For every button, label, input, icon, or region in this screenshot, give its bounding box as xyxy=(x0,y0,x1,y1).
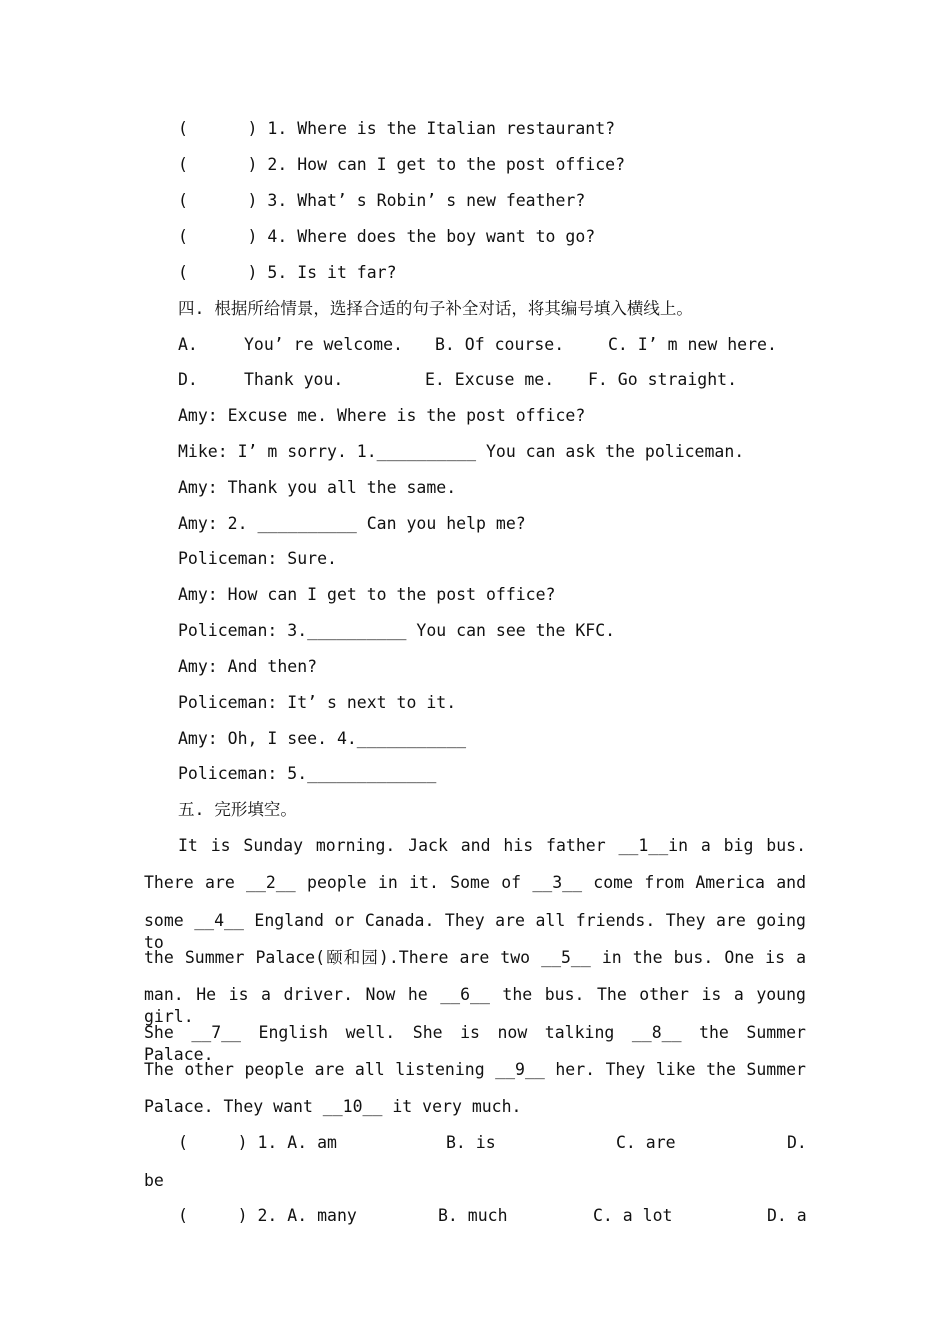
option-text: B. Of course. xyxy=(435,335,565,354)
dialogue-line: Policeman: It’ s next to it. xyxy=(178,693,457,712)
option-d: D. a xyxy=(767,1206,807,1225)
dialogue-line: Policeman: 5._____________ xyxy=(178,764,437,783)
section-heading: 五. 完形填空。 xyxy=(178,800,297,819)
options-row xyxy=(178,334,806,356)
option-d: D. xyxy=(787,1133,807,1152)
dialogue-line: Amy: How can I get to the post office? xyxy=(178,585,556,604)
option-label: D. xyxy=(178,370,198,389)
option-c: C. are xyxy=(616,1133,676,1152)
dialogue-line: Policeman: Sure. xyxy=(178,549,337,568)
passage-line: The other people are all listening __9__ her. They like the Summer xyxy=(144,1060,806,1079)
dialogue-line: Amy: Oh, I see. 4.___________ xyxy=(178,729,467,748)
passage-line: She __7__ English well. She is now talking __8__ the Summer Palace. xyxy=(144,1023,806,1064)
option-text: C. I’ m new here. xyxy=(608,335,777,354)
question-item: ( ) 1. Where is the Italian restaurant? xyxy=(178,119,616,138)
option-text: You’ re welcome. xyxy=(244,335,403,354)
options-row xyxy=(178,369,806,391)
option-b: B. much xyxy=(438,1206,508,1225)
question-item: ( ) 4. Where does the boy want to go? xyxy=(178,227,596,246)
passage-line: There are __2__ people in it. Some of __3__ come from America and xyxy=(144,873,806,892)
question-number-option-a: ( ) 2. A. many xyxy=(178,1206,357,1225)
passage-line: the Summer Palace(颐和园).There are two __5__ in the bus. One is a xyxy=(144,948,806,967)
cloze-question-2 xyxy=(178,1205,806,1227)
option-text: Thank you. xyxy=(244,370,344,389)
option-c: C. a lot xyxy=(593,1206,673,1225)
passage-line: man. He is a driver. Now he __6__ the bus. The other is a young girl. xyxy=(144,985,806,1026)
dialogue-line: Mike: I’ m sorry. 1.__________ You can ask the policeman. xyxy=(178,442,745,461)
passage-line: It is Sunday morning. Jack and his father __1__in a big bus. xyxy=(178,836,806,855)
option-d-wrap: be xyxy=(144,1171,164,1190)
dialogue-line: Amy: Excuse me. Where is the post office? xyxy=(178,406,586,425)
question-number-option-a: ( ) 1. A. am xyxy=(178,1133,337,1152)
option-text: F. Go straight. xyxy=(588,370,738,389)
cloze-question-1 xyxy=(178,1132,806,1154)
dialogue-line: Policeman: 3.__________ You can see the KFC. xyxy=(178,621,616,640)
option-b: B. is xyxy=(446,1133,496,1152)
section-heading: 四. 根据所给情景，选择合适的句子补全对话，将其编号填入横线上。 xyxy=(178,299,693,318)
option-label: A. xyxy=(178,335,198,354)
question-item: ( ) 2. How can I get to the post office? xyxy=(178,155,626,174)
passage-line: Palace. They want __10__ it very much. xyxy=(144,1097,522,1116)
option-text: E. Excuse me. xyxy=(425,370,555,389)
dialogue-line: Amy: 2. __________ Can you help me? xyxy=(178,514,526,533)
question-item: ( ) 3. What’ s Robin’ s new feather? xyxy=(178,191,586,210)
passage-line: some __4__ England or Canada. They are all friends. They are going to xyxy=(144,911,806,952)
dialogue-line: Amy: Thank you all the same. xyxy=(178,478,457,497)
dialogue-line: Amy: And then? xyxy=(178,657,318,676)
question-item: ( ) 5. Is it far? xyxy=(178,263,397,282)
